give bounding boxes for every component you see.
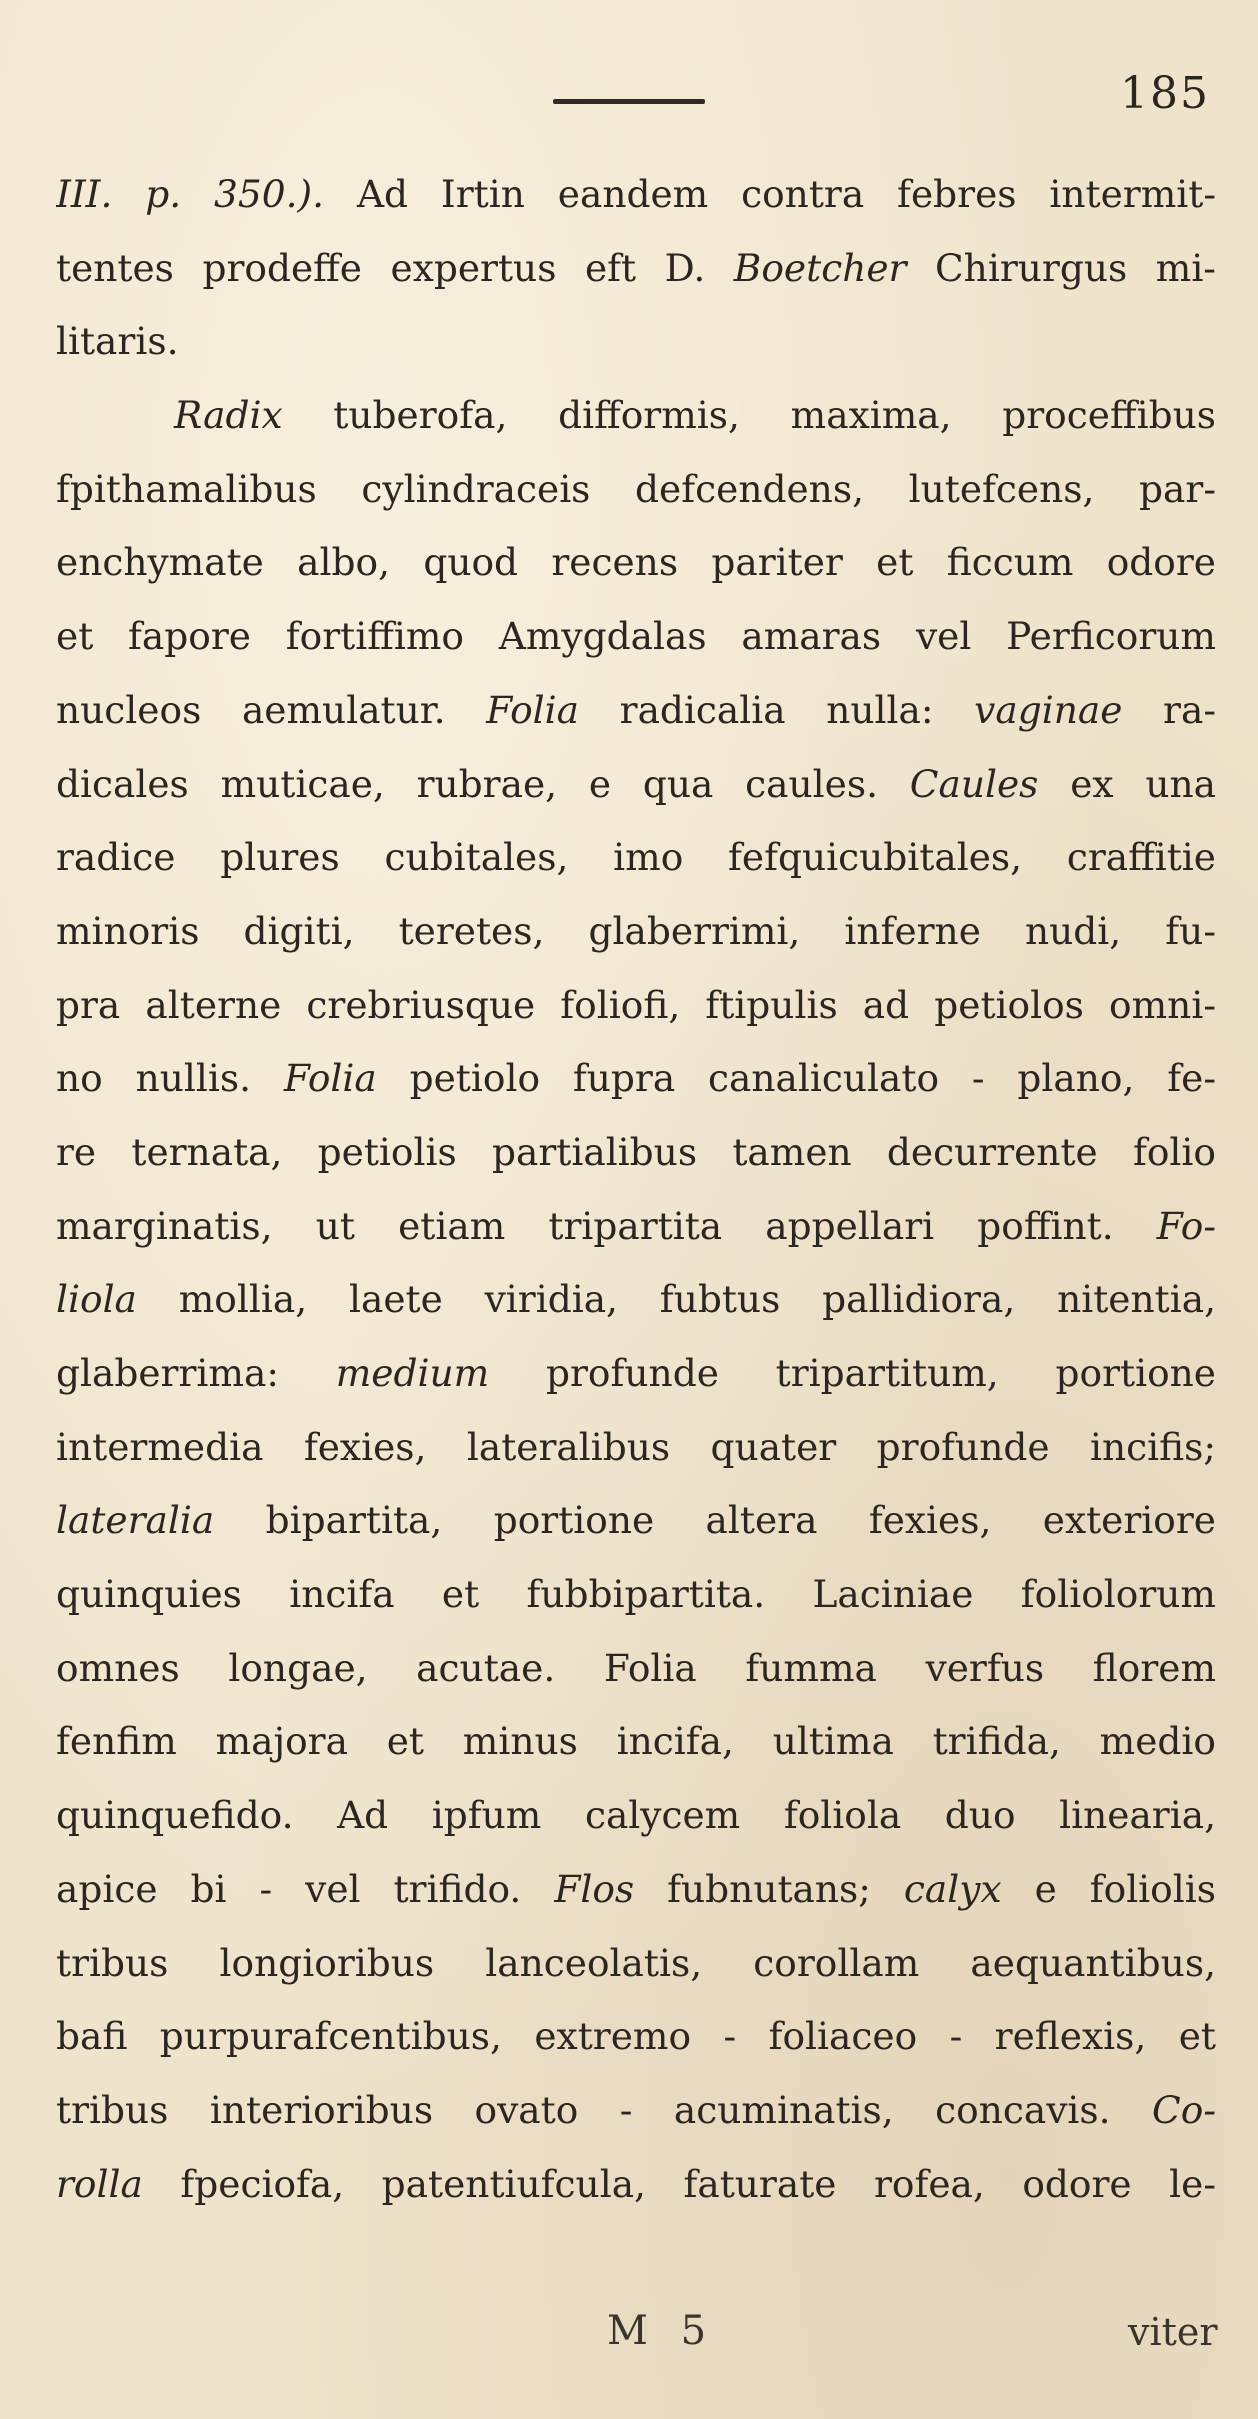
text-line: [56, 1263, 1216, 1337]
text-run: Chirurgus mi-: [906, 245, 1216, 290]
text-run: bafi purpurafcentibus, extremo - foliaceo - reflexis, et: [56, 2014, 1216, 2059]
text-run: pra alterne crebriusque foliofi, ftipulis ad petiolos omni-: [56, 982, 1216, 1027]
italic-term: Fo-: [1156, 1203, 1216, 1248]
text-line: [56, 1116, 1216, 1190]
text-line: [56, 674, 1216, 748]
text-line: [56, 232, 1216, 306]
text-line: [56, 1042, 1216, 1116]
text-run: petiolo fupra canaliculato - plano, fe-: [376, 1056, 1216, 1101]
text-line: [56, 158, 1216, 232]
text-line: [56, 1853, 1216, 1927]
text-run: fpithamalibus cylindraceis defcendens, lutefcens, par-: [56, 466, 1216, 511]
text-run: omnes longae, acutae. Folia fumma verfus florem: [56, 1645, 1216, 1690]
text-run: intermedia fexies, lateralibus quater profunde incifis;: [56, 1424, 1216, 1469]
text-run: glaberrima:: [56, 1351, 336, 1395]
italic-term: III. p. 350.).: [56, 172, 325, 216]
header-rule: [553, 99, 705, 104]
text-run: minoris digiti, teretes, glaberrimi, inferne nudi, fu-: [56, 908, 1216, 953]
text-run: Ad Irtin eandem contra febres intermit-: [324, 172, 1216, 216]
text-line: [56, 305, 1216, 379]
signature-mark: M 5: [607, 2308, 717, 2354]
text-run: tuberofa, difformis, maxima, proceffibus: [282, 393, 1216, 438]
text-line: [56, 526, 1216, 600]
text-run: fubnutans;: [634, 1866, 904, 1911]
text-run: re ternata, petiolis partialibus tamen decurrente folio: [56, 1129, 1216, 1174]
text-run: radice plures cubitales, imo fefquicubitales, craffitie: [56, 835, 1216, 880]
text-line: [56, 600, 1216, 674]
italic-term: calyx: [903, 1866, 1002, 1911]
italic-term: rolla: [56, 2161, 143, 2206]
text-line: [56, 1558, 1216, 1632]
italic-term: Boetcher: [733, 245, 907, 290]
text-run: no nullis.: [56, 1056, 284, 1101]
text-line: [56, 1779, 1216, 1853]
text-line: [56, 1484, 1216, 1558]
text-line: [56, 2148, 1216, 2222]
body-text: [56, 158, 1216, 2221]
text-run: ra-: [1122, 687, 1216, 732]
text-run: enchymate albo, quod recens pariter et ficcum odore: [56, 540, 1216, 585]
text-run: quinquefido. Ad ipfum calycem foliola duo linearia,: [56, 1793, 1216, 1838]
text-run: marginatis, ut etiam tripartita appellari poffint.: [56, 1203, 1157, 1248]
italic-term: Folia: [283, 1056, 377, 1101]
text-run: tribus interioribus ovato - acuminatis, concavis.: [56, 2087, 1153, 2132]
italic-term: liola: [56, 1277, 137, 1322]
text-run: fenfim majora et minus incifa, ultima trifida, medio: [56, 1719, 1216, 1764]
text-line: [56, 1190, 1216, 1264]
text-run: profunde tripartitum, portione: [489, 1351, 1216, 1395]
text-run: e foliolis: [1001, 1866, 1216, 1911]
italic-term: vaginae: [974, 687, 1123, 732]
text-run: mollia, laete viridia, fubtus pallidiora, nitentia,: [136, 1277, 1216, 1322]
text-line: [56, 1927, 1216, 2001]
italic-term: Co-: [1152, 2087, 1216, 2132]
text-line: [56, 1705, 1216, 1779]
italic-term: Folia: [486, 687, 580, 732]
italic-term: lateralia: [56, 1498, 215, 1543]
text-line: [56, 2074, 1216, 2148]
text-line: [56, 1632, 1216, 1706]
italic-term: Caules: [909, 761, 1039, 806]
text-line: [56, 1337, 1216, 1411]
text-run: tentes prodeffe expertus eft D.: [56, 245, 734, 290]
text-line: [56, 2000, 1216, 2074]
italic-term: Flos: [554, 1866, 635, 1911]
text-run: nucleos aemulatur.: [56, 687, 487, 732]
text-run: dicales muticae, rubrae, e qua caules.: [56, 761, 910, 806]
text-run: bipartita, portione altera fexies, exteriore: [214, 1498, 1216, 1543]
text-line: [56, 969, 1216, 1043]
page-number: 185: [1120, 68, 1210, 119]
text-run: fpeciofa, patentiufcula, faturate rofea, odore le-: [142, 2161, 1216, 2206]
text-run: litaris.: [56, 319, 179, 364]
page-footer: [0, 2300, 1258, 2380]
text-line: [56, 821, 1216, 895]
catchword: viter: [1128, 2310, 1218, 2354]
text-line: [56, 379, 1216, 453]
text-line: [56, 748, 1216, 822]
text-run: apice bi - vel trifido.: [56, 1866, 555, 1911]
text-run: tribus longioribus lanceolatis, corollam aequantibus,: [56, 1940, 1216, 1985]
text-line: [56, 1411, 1216, 1485]
text-run: quinquies incifa et fubbipartita. Laciniae foliolorum: [56, 1572, 1216, 1617]
text-line: [56, 453, 1216, 527]
text-run: et fapore fortiffimo Amygdalas amaras vel Perficorum: [56, 614, 1216, 659]
text-run: ex una: [1038, 761, 1216, 806]
text-line: [56, 895, 1216, 969]
italic-term: medium: [335, 1351, 490, 1395]
italic-term: Radix: [174, 393, 283, 438]
text-run: radicalia nulla:: [579, 687, 975, 732]
